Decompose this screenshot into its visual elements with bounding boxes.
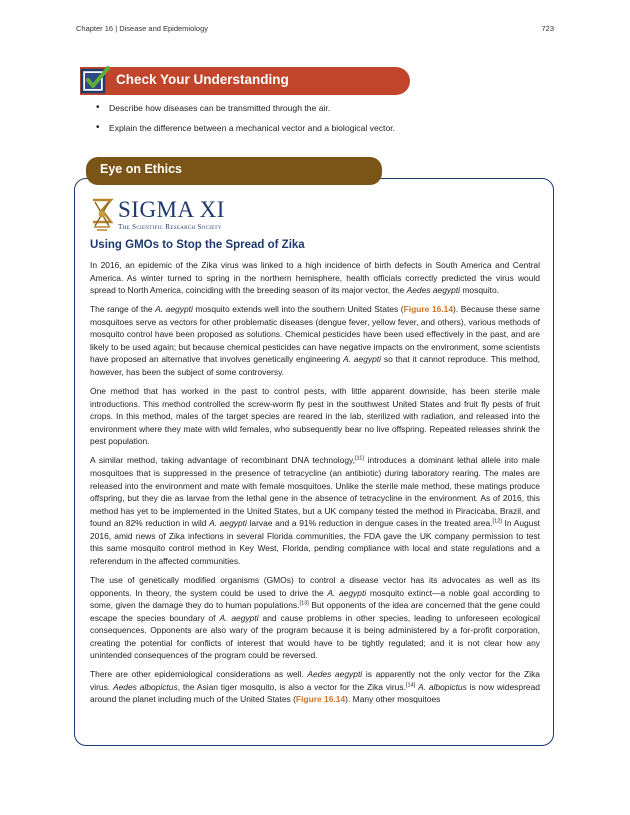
paragraph: One method that has worked in the past to control pests, with little apparent downside, has been sterile male introductions. This method controlled the screw-worm fly pest in the southwest United States and fruit fly pests of fruit crops. In this method, males of the target species are reared in the lab, sterilized with radiation, and released into the environment where they mate with wild females, who subsequently bear no live offspring. Repeated releases shrink the pest population. [90, 386, 540, 447]
paragraph: The use of genetically modified organisms (GMOs) to control a disease vector has its advocates as well as its opponents. In theory, the system could be used to drive the A. aegypti mosquito extinct—a noble goal according to some, given the damage they do to human populations.[13] But opponents of the idea are concerned that the gene could escape the species boundary of A. aegypti and cause problems in other species, leading to unforeseen ecological consequences. Opponents are also wary of the program because it is being administered by a for-profit corporation, creating the potential for conflicts of interest that would have to be tightly regulated; and it is not clear how any unintended consequences of the program could be reversed. [90, 574, 540, 661]
sigma-xi-wordmark: SIGMA XI [118, 197, 225, 222]
paragraph: A similar method, taking advantage of recombinant DNA technology,[11] introduces a dominant lethal allele into male mosquitoes that is suppressed in the presence of tetracycline (an antibiotic) during laboratory rearing. The males are released into the environment and mate with female mosquitoes. Unlike the sterile male method, these matings produce offspring, but they die as larvae from the lethal gene in the absence of tetracycline in the environment. As of 2016, this method has yet to be implemented in the United States, but a UK company tested the method in Piracicaba, Brazil, and found an 82% reduction in wild A. aegypti larvae and a 91% reduction in dengue cases in the treated area.[12] In August 2016, amid news of Zika infections in several Florida communities, the FDA gave the UK company permission to test this same mosquito control method in Key West, Florida, pending compliance with local and state regulations and a referendum in the affected communities. [90, 455, 541, 566]
article-body [90, 259, 540, 713]
footnote-ref[interactable]: [13] [299, 600, 309, 607]
checkbox-checked-icon [80, 65, 110, 95]
figure-link[interactable]: Figure 16.14 [403, 304, 454, 315]
footnote-ref[interactable]: [14] [405, 682, 416, 689]
sigma-xi-tagline: The Scientific Research Society [118, 223, 222, 231]
check-understanding-list [96, 103, 395, 142]
paragraph: The range of the A. aegypti mosquito extends well into the southern United States (Figure 16.14). Because these same mosquitoes serve as vectors for other problematic diseases (dengue fever, yellow fever, and others), various methods of mosquito control have been proposed as solutions. Chemical pesticides have been used effectively in the past, and are likely to be used again; but because chemical pesticides can have negative impacts on the environment, some scientists have proposed an alternative that involves genetically engineering A. aegypti so that it cannot reproduce. This method, however, has been the subject of some controversy. [90, 304, 540, 377]
footnote-ref[interactable]: [12] [492, 518, 502, 525]
page-number: 723 [541, 24, 554, 33]
figure-link[interactable]: Figure 16.14 [295, 694, 346, 705]
eye-on-ethics-title: Eye on Ethics [100, 162, 182, 176]
running-header [76, 24, 554, 33]
chapter-title: Chapter 16 | Disease and Epidemiology [76, 24, 209, 33]
footnote-ref[interactable]: [11] [355, 455, 364, 462]
article-title: Using GMOs to Stop the Spread of Zika [90, 239, 305, 251]
check-understanding-title: Check Your Understanding [116, 72, 289, 87]
sigma-xi-emblem-icon [90, 196, 114, 232]
paragraph: There are other epidemiological considerations as well. Aedes aegypti is apparently not the only vector for the Zika virus. Aedes albopictus, the Asian tiger mosquito, is also a vector for the Zika virus.[14] A. albopictus is now widespread around the planet including much of the United States (Figure 16.14). Many other mosquitoes [90, 669, 540, 705]
list-item: • Describe how diseases can be transmitted through the air. [96, 103, 395, 113]
list-item: • Explain the difference between a mechanical vector and a biological vector. [96, 123, 395, 133]
paragraph: In 2016, an epidemic of the Zika virus was linked to a high incidence of birth defects in South America and Central America. As winter turned to spring in the northern hemisphere, health officials correctly predicted the virus would spread to North America, coinciding with the breeding season of its major vector, the Aedes aegypti mosquito. [90, 260, 540, 296]
